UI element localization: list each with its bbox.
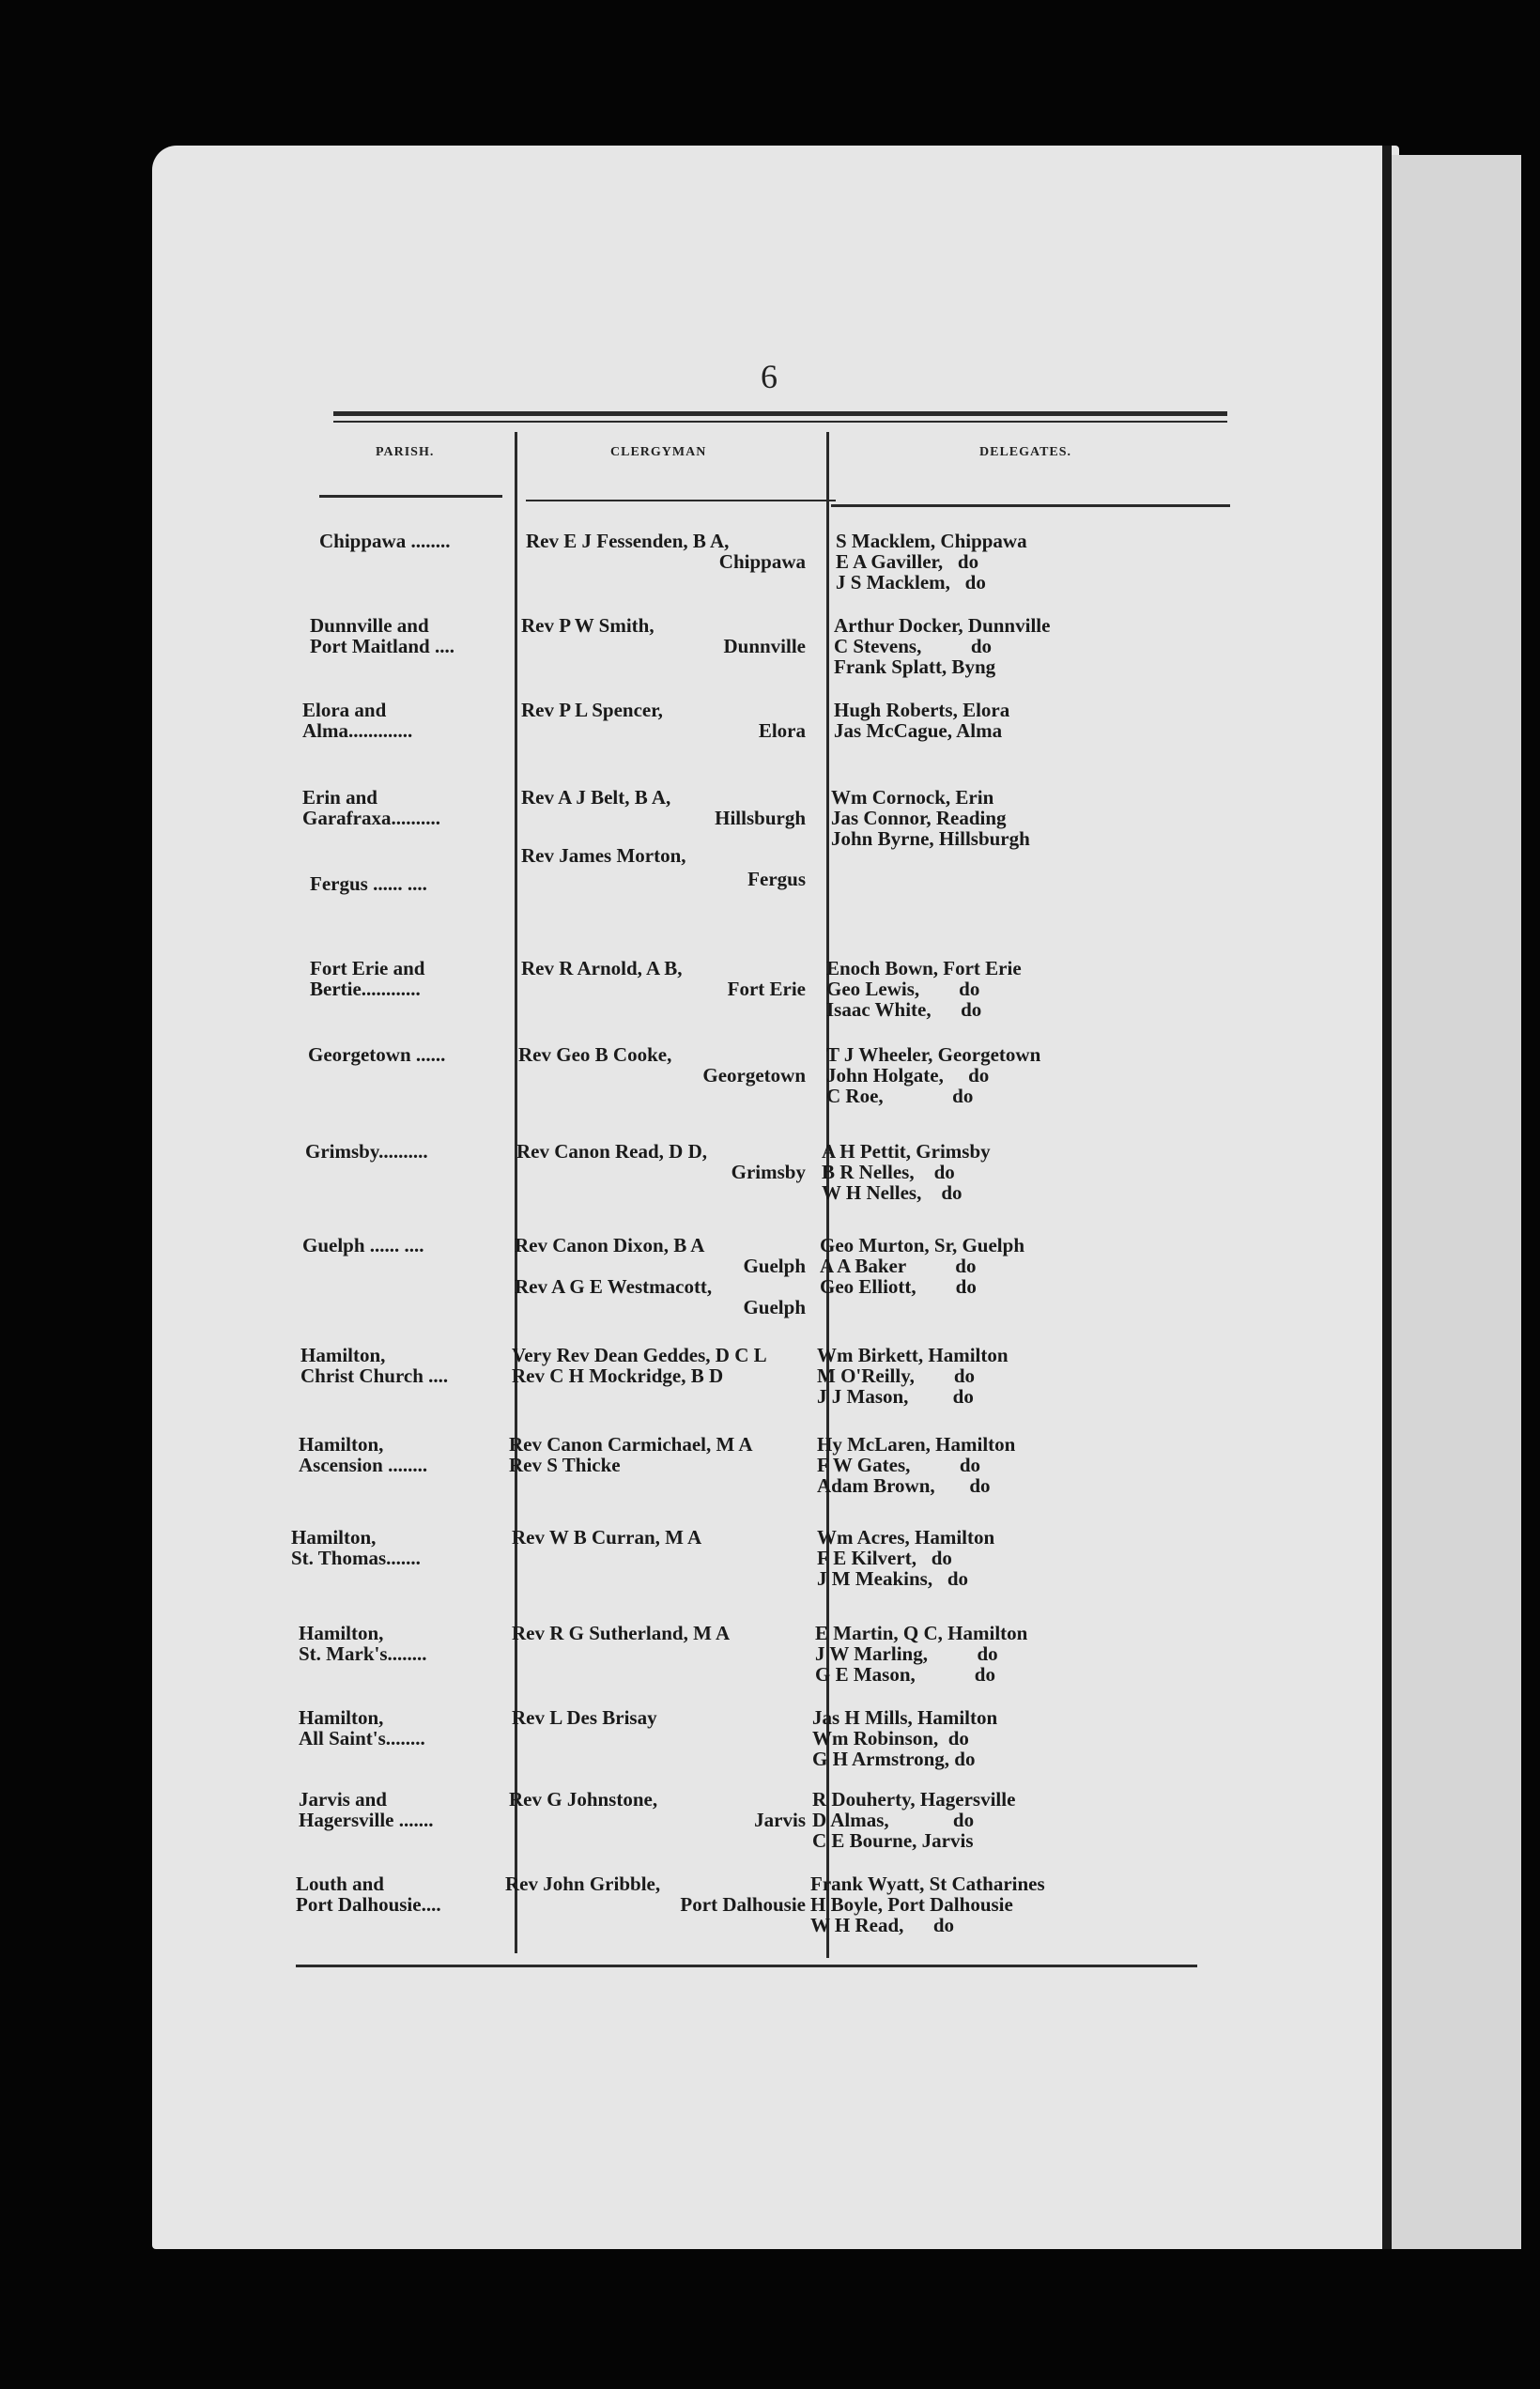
parish-name: Garafraxa..........	[302, 807, 440, 829]
delegate-name: B R Nelles, do	[822, 1161, 955, 1183]
parish-name: Hamilton,	[299, 1433, 384, 1456]
parish-name: St. Thomas.......	[291, 1547, 421, 1569]
clergy-name: Rev C H Mockridge, B D	[512, 1364, 724, 1387]
delegate-name: C Roe, do	[826, 1085, 974, 1107]
delegate-name: A H Pettit, Grimsby	[822, 1140, 991, 1163]
parish-name: Erin and	[302, 786, 377, 809]
delegate-name: E Martin, Q C, Hamilton	[815, 1622, 1028, 1644]
clergy-town: Guelph	[743, 1296, 806, 1318]
clergy-name: Rev S Thicke	[509, 1454, 621, 1476]
delegate-name: John Byrne, Hillsburgh	[831, 827, 1030, 850]
parish-name: Fort Erie and	[310, 957, 425, 979]
header-parish: PARISH.	[376, 445, 435, 459]
delegate-name: Geo Murton, Sr, Guelph	[820, 1234, 1024, 1256]
parish-name: Alma.............	[302, 719, 413, 742]
delegate-name: D Almas, do	[812, 1809, 975, 1831]
parish-name: Christ Church ....	[300, 1364, 449, 1387]
delegate-name: Wm Robinson, do	[812, 1727, 969, 1749]
parish-name: Bertie............	[310, 978, 421, 1000]
parish-name: St. Mark's........	[299, 1642, 427, 1665]
top-rule-thin	[333, 421, 1227, 423]
delegate-name: E A Gaviller, do	[836, 550, 979, 573]
clergy-town: Georgetown	[702, 1064, 806, 1087]
delegate-name: C Stevens, do	[834, 635, 993, 657]
parish-name: Grimsby..........	[305, 1140, 428, 1163]
delegate-name: Jas H Mills, Hamilton	[812, 1706, 998, 1729]
clergy-town: Fergus	[747, 868, 806, 890]
delegate-name: John Holgate, do	[826, 1064, 990, 1087]
clergy-name: Rev R Arnold, A B,	[521, 957, 683, 979]
clergy-name: Rev A J Belt, B A,	[521, 786, 671, 809]
parish-name: Hagersville .......	[299, 1809, 434, 1831]
delegate-name: A A Baker do	[820, 1255, 977, 1277]
delegate-name: J S Macklem, do	[836, 571, 986, 593]
delegate-name: Frank Wyatt, St Catharines	[810, 1873, 1045, 1895]
delegate-name: Jas McCague, Alma	[834, 719, 1003, 742]
delegate-name: Jas Connor, Reading	[831, 807, 1007, 829]
delegate-name: F E Kilvert, do	[817, 1547, 952, 1569]
clergy-name: Rev Canon Dixon, B A	[515, 1234, 705, 1256]
delegate-name: G H Armstrong, do	[812, 1748, 976, 1770]
header-rule-clergy	[526, 500, 836, 501]
adjacent-page-edge	[1392, 155, 1540, 2249]
clergy-town: Guelph	[743, 1255, 806, 1277]
delegate-name: Wm Birkett, Hamilton	[817, 1344, 1009, 1366]
parish-name: Jarvis and	[299, 1788, 387, 1811]
delegate-name: F W Gates, do	[817, 1454, 981, 1476]
clergy-name: Rev Canon Read, D D,	[516, 1140, 708, 1163]
parish-name: All Saint's........	[299, 1727, 425, 1749]
parish-name: Guelph ...... ....	[302, 1234, 424, 1256]
parish-name: Hamilton,	[299, 1706, 384, 1729]
parish-name: Fergus ...... ....	[310, 872, 427, 895]
parish-name: Elora and	[302, 699, 387, 721]
delegate-name: W H Read, do	[810, 1914, 955, 1936]
parish-name: Port Dalhousie....	[296, 1893, 441, 1916]
document-page	[152, 146, 1399, 2249]
parish-name: Ascension ........	[299, 1454, 428, 1476]
header-clergyman: CLERGYMAN	[610, 445, 707, 459]
delegate-name: J J Mason, do	[817, 1385, 974, 1408]
delegate-name: T J Wheeler, Georgetown	[826, 1043, 1041, 1066]
clergy-town: Dunnville	[723, 635, 806, 657]
delegate-name: Enoch Bown, Fort Erie	[826, 957, 1022, 979]
clergy-name: Rev John Gribble,	[505, 1873, 661, 1895]
page-number: 6	[761, 358, 778, 395]
parish-name: Hamilton,	[291, 1526, 377, 1549]
delegate-name: J W Marling, do	[815, 1642, 998, 1665]
delegate-name: Wm Cornock, Erin	[831, 786, 994, 809]
parish-name: Chippawa ........	[319, 530, 451, 552]
clergy-name: Very Rev Dean Geddes, D C L	[512, 1344, 767, 1366]
clergy-town: Jarvis	[754, 1809, 806, 1831]
clergy-town: Port Dalhousie	[680, 1893, 806, 1916]
clergy-name: Rev A G E Westmacott,	[515, 1275, 713, 1298]
delegate-name: S Macklem, Chippawa	[836, 530, 1027, 552]
clergy-name: Rev E J Fessenden, B A,	[526, 530, 730, 552]
delegate-name: W H Nelles, do	[822, 1181, 962, 1204]
delegate-name: M O'Reilly, do	[817, 1364, 975, 1387]
header-delegates: DELEGATES.	[979, 445, 1072, 459]
delegate-name: Isaac White, do	[826, 998, 982, 1021]
clergy-name: Rev G Johnstone,	[509, 1788, 658, 1811]
bottom-rule	[296, 1965, 1197, 1967]
delegate-name: Hy McLaren, Hamilton	[817, 1433, 1016, 1456]
clergy-town: Grimsby	[731, 1161, 806, 1183]
delegate-name: Geo Lewis, do	[826, 978, 980, 1000]
clergy-town: Hillsburgh	[715, 807, 806, 829]
parish-name: Port Maitland ....	[310, 635, 454, 657]
clergy-name: Rev James Morton,	[521, 844, 686, 867]
clergy-name: Rev P L Spencer,	[521, 699, 663, 721]
clergy-name: Rev L Des Brisay	[512, 1706, 657, 1729]
parish-name: Louth and	[296, 1873, 384, 1895]
clergy-name: Rev P W Smith,	[521, 614, 654, 637]
delegate-name: C E Bourne, Jarvis	[812, 1829, 974, 1852]
header-rule-parish	[319, 495, 502, 498]
top-rule	[333, 411, 1227, 416]
clergy-town: Chippawa	[718, 550, 806, 573]
parish-name: Dunnville and	[310, 614, 429, 637]
clergy-name: Rev Canon Carmichael, M A	[509, 1433, 753, 1456]
delegate-name: Geo Elliott, do	[820, 1275, 977, 1298]
delegate-name: Wm Acres, Hamilton	[817, 1526, 995, 1549]
header-rule-delegates	[831, 504, 1230, 507]
delegate-name: Hugh Roberts, Elora	[834, 699, 1010, 721]
page-fold	[1382, 146, 1392, 2249]
clergy-town: Fort Erie	[727, 978, 806, 1000]
clergy-name: Rev W B Curran, M A	[512, 1526, 702, 1549]
parish-name: Hamilton,	[300, 1344, 386, 1366]
scan-border	[1521, 0, 1540, 2389]
delegate-name: H Boyle, Port Dalhousie	[810, 1893, 1013, 1916]
delegate-name: Frank Splatt, Byng	[834, 655, 996, 678]
delegate-name: R Douherty, Hagersville	[812, 1788, 1016, 1811]
delegate-name: G E Mason, do	[815, 1663, 995, 1686]
clergy-name: Rev Geo B Cooke,	[518, 1043, 672, 1066]
delegate-name: Arthur Docker, Dunnville	[834, 614, 1051, 637]
parish-name: Hamilton,	[299, 1622, 384, 1644]
clergy-town: Elora	[758, 719, 806, 742]
clergy-name: Rev R G Sutherland, M A	[512, 1622, 731, 1644]
delegate-name: J M Meakins, do	[817, 1567, 969, 1590]
parish-name: Georgetown ......	[308, 1043, 446, 1066]
delegate-name: Adam Brown, do	[817, 1474, 991, 1497]
